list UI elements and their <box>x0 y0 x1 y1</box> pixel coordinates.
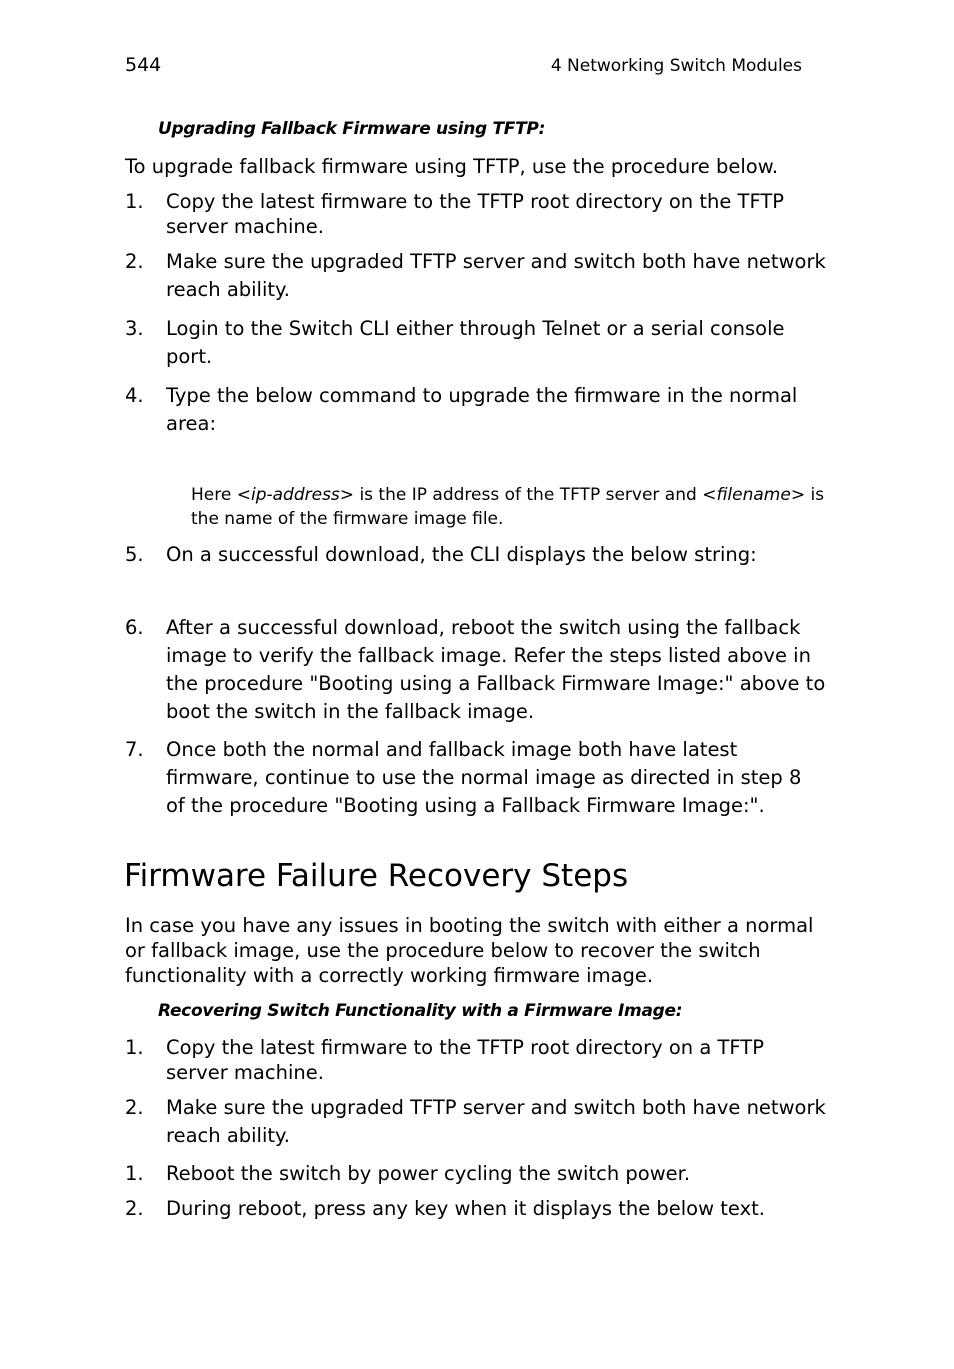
page-number: 544 <box>125 54 162 76</box>
list-number: 4. <box>125 384 144 407</box>
subheading-recovering: Recovering Switch Functionality with a Firmware Image: <box>158 1001 683 1021</box>
list-text: Type the below command to upgrade the firmware in the normal area: <box>166 384 798 435</box>
ip-address-term: <ip-address> <box>236 485 355 505</box>
note-paragraph: Here <ip-address> is the IP address of the TFTP server and <filename> is the name of the firmware image file. <box>191 485 825 529</box>
list-number: 3. <box>125 317 144 340</box>
section-heading: Firmware Failure Recovery Steps <box>124 858 629 894</box>
running-header: 4 Networking Switch Modules <box>550 56 802 76</box>
list-number: 2. <box>125 250 144 273</box>
list-text: Reboot the switch by power cycling the switch power. <box>166 1162 691 1185</box>
list-text: Copy the latest firmware to the TFTP root directory on a TFTP server machine. <box>166 1036 764 1084</box>
list-text: Once both the normal and fallback image both have latest firmware, continue to use the normal image as directed in step 8 of the procedure "Booting using a Fallback Firmware Image:". <box>166 738 802 817</box>
list-text: On a successful download, the CLI displays the below string: <box>166 543 757 566</box>
list-number: 6. <box>125 616 144 639</box>
list-number: 5. <box>125 543 144 566</box>
list-number: 2. <box>125 1096 144 1119</box>
list-number: 2. <box>125 1197 144 1220</box>
list-text: Login to the Switch CLI either through Telnet or a serial console port. <box>166 317 785 368</box>
list-number: 1. <box>125 190 144 213</box>
list-text: After a successful download, reboot the switch using the fallback image to verify the fallback image. Refer the steps listed above in the procedure "Booting using a Fallback Firmware Image:" above to boot the switch in the fallback image. <box>166 616 826 723</box>
list-text: Copy the latest firmware to the TFTP root directory on the TFTP server machine. <box>166 190 785 238</box>
recovery-intro-paragraph: In case you have any issues in booting the switch with either a normal or fallback image, use the procedure below to recover the switch functionality with a correctly working firmware image. <box>125 914 814 987</box>
list-text: Make sure the upgraded TFTP server and switch both have network reach ability. <box>166 250 826 301</box>
list-number: 1. <box>125 1162 144 1185</box>
list-text: Make sure the upgraded TFTP server and switch both have network reach ability. <box>166 1096 826 1147</box>
list-number: 7. <box>125 738 144 761</box>
filename-term: <filename> <box>702 485 806 505</box>
subheading-upgrading-fallback: Upgrading Fallback Firmware using TFTP: <box>158 119 546 139</box>
list-number: 1. <box>125 1036 144 1059</box>
intro-paragraph: To upgrade fallback firmware using TFTP, use the procedure below. <box>125 155 779 178</box>
list-text: During reboot, press any key when it displays the below text. <box>166 1197 765 1220</box>
